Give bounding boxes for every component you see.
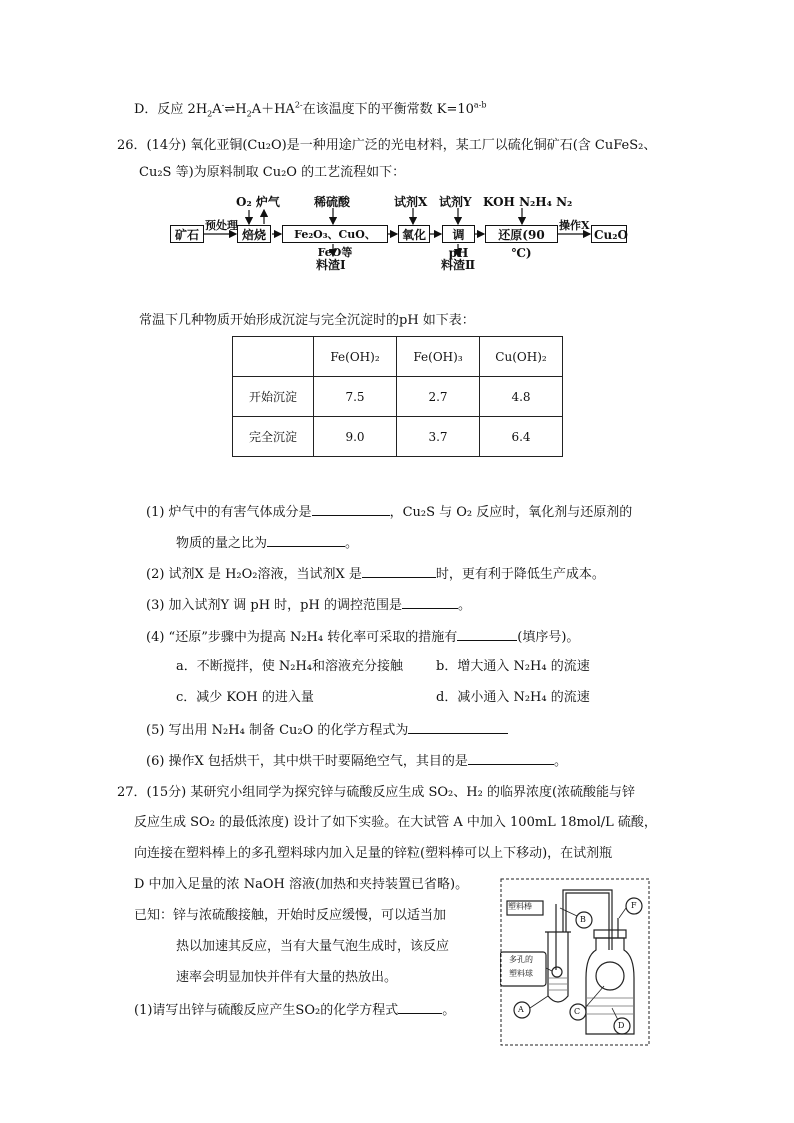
flow-arrows xyxy=(0,0,794,300)
answer-blank[interactable] xyxy=(457,627,517,641)
q26-sub5: (5) 写出用 N₂H₄ 制备 Cu₂O 的化学方程式为 xyxy=(146,720,508,740)
label-c: C xyxy=(574,1007,581,1016)
q26-sub3: (3) 加入试剂Y 调 pH 时，pH 的调控范围是 。 xyxy=(146,595,471,615)
flow-label-operation-x: 操作X xyxy=(559,219,590,232)
q27-stem-line1: 27．(15分) 某研究小组同学为探究锌与硫酸反应生成 SO₂、H₂ 的临界浓度(浓硫酸能与锌 xyxy=(117,785,636,800)
q25-option-d: D．反应 $2H_2A^-\rightleftharpoons H_2A+HA^{2-}$在该温度下的平衡常数 $K=10^{a-b}$ xyxy=(134,100,487,119)
table-header-row xyxy=(233,337,563,377)
table-header-cell: Cu(OH)₂ xyxy=(480,337,563,377)
q27-stem-line2: 反应生成 SO₂ 的最低浓度) 设计了如下实验。在大试管 A 中加入 100mL 18mol/L 硫酸， xyxy=(134,815,657,830)
q27-stem-line4: D 中加入足量的浓 NaOH 溶液(加热和夹持装置已省略)。 xyxy=(134,877,469,892)
answer-blank[interactable] xyxy=(402,595,458,609)
q27-known-line3: 速率会明显加快并伴有大量的热放出。 xyxy=(176,970,398,985)
label-porous-ball-2: 塑料球 xyxy=(509,969,533,978)
label-b: B xyxy=(580,915,586,924)
flow-box-product: Cu₂O xyxy=(591,225,627,243)
q26-option-b: b．增大通入 N₂H₄ 的流速 xyxy=(436,659,590,674)
table-header-cell xyxy=(233,337,314,377)
table-cell: 4.8 xyxy=(480,377,563,417)
flow-box-roast: 焙烧 xyxy=(237,225,271,243)
q27-stem-line3: 向连接在塑料棒上的多孔塑料球内加入足量的锌粒(塑料棒可以上下移动)，在试剂瓶 xyxy=(134,846,613,861)
flow-box-oxidize: 氧化 xyxy=(398,225,430,243)
flow-box-ore: 矿石 xyxy=(170,225,204,243)
answer-blank[interactable] xyxy=(398,1000,442,1014)
flow-box-reduce: 还原(90 ℃) xyxy=(485,225,558,243)
flow-label-reagent-x: 试剂X xyxy=(394,195,428,209)
table-cell: 9.0 xyxy=(314,417,397,457)
table-cell: 3.7 xyxy=(397,417,480,457)
flow-label-residue-1: 料渣Ⅰ xyxy=(316,258,346,272)
q26-stem-line2: Cu₂S 等)为原料制取 Cu₂O 的工艺流程如下： xyxy=(139,165,406,180)
table-cell: 开始沉淀 xyxy=(233,377,314,417)
flow-box-adjust-ph: 调pH xyxy=(442,225,475,243)
q26-sub2: (2) 试剂X 是 H₂O₂溶液，当试剂X 是 时，更有利于降低生产成本。 xyxy=(146,564,605,584)
flow-label-o2-gas: O₂ 炉气 xyxy=(236,195,280,209)
q26-option-c: c．减少 KOH 的进入量 xyxy=(176,690,314,705)
flow-box-mixture: Fe₂O₃、CuO、FeO等 xyxy=(282,225,388,243)
q26-sub1: (1) 炉气中的有害气体成分是 ，Cu₂S 与 O₂ 反应时，氧化剂与还原剂的 xyxy=(146,502,632,522)
table-row xyxy=(233,417,563,457)
table-header-cell: Fe(OH)₃ xyxy=(397,337,480,377)
flow-label-koh-n2h4: KOH N₂H₄ N₂ xyxy=(483,195,573,209)
flow-label-pretreat: 预处理 xyxy=(205,219,238,232)
q27-sub1: (1)请写出锌与硫酸反应产生SO₂的化学方程式 。 xyxy=(134,1000,455,1020)
flow-label-residue-2: 料渣Ⅱ xyxy=(441,258,476,272)
ph-table xyxy=(232,336,563,457)
table-cell: 6.4 xyxy=(480,417,563,457)
table-intro: 常温下几种物质开始形成沉淀与完全沉淀时的pH 如下表： xyxy=(139,313,475,328)
flow-label-reagent-y: 试剂Y xyxy=(439,195,472,209)
answer-blank[interactable] xyxy=(468,751,554,765)
table-cell: 7.5 xyxy=(314,377,397,417)
table-row xyxy=(233,377,563,417)
q26-stem-line1: 26．(14分) 氧化亚铜(Cu₂O)是一种用途广泛的光电材料，某工厂以硫化铜矿石(含 CuFeS₂、 xyxy=(117,138,657,153)
q27-known-line1: 已知：锌与浓硫酸接触，开始时反应缓慢，可以适当加 xyxy=(134,908,447,923)
q27-known-line2: 热以加速其反应，当有大量气泡生成时，该反应 xyxy=(176,939,450,954)
apparatus-figure xyxy=(500,878,650,1046)
label-plastic-rod: 塑料棒 xyxy=(508,902,532,911)
label-f: F xyxy=(631,901,637,910)
q26-sub6: (6) 操作X 包括烘干，其中烘干时要隔绝空气，其目的是 。 xyxy=(146,751,567,771)
answer-blank[interactable] xyxy=(408,720,508,734)
answer-blank[interactable] xyxy=(312,502,390,516)
answer-blank[interactable] xyxy=(362,564,436,578)
table-header-cell: Fe(OH)₂ xyxy=(314,337,397,377)
label-a: A xyxy=(518,1005,524,1014)
flow-label-dilute-acid: 稀硫酸 xyxy=(314,195,351,209)
q26-option-d: d．减小通入 N₂H₄ 的流速 xyxy=(436,690,590,705)
q26-option-a: a．不断搅拌，使 N₂H₄和溶液充分接触 xyxy=(176,659,404,674)
label-d: D xyxy=(618,1021,625,1030)
label-porous-ball-1: 多孔的 xyxy=(509,955,533,964)
table-cell: 完全沉淀 xyxy=(233,417,314,457)
q26-sub4: (4) “还原”步骤中为提高 N₂H₄ 转化率可采取的措施有 (填序号)。 xyxy=(146,627,579,647)
answer-blank[interactable] xyxy=(267,533,345,547)
table-cell: 2.7 xyxy=(397,377,480,417)
q26-sub1-cont: 物质的量之比为 。 xyxy=(176,533,358,553)
